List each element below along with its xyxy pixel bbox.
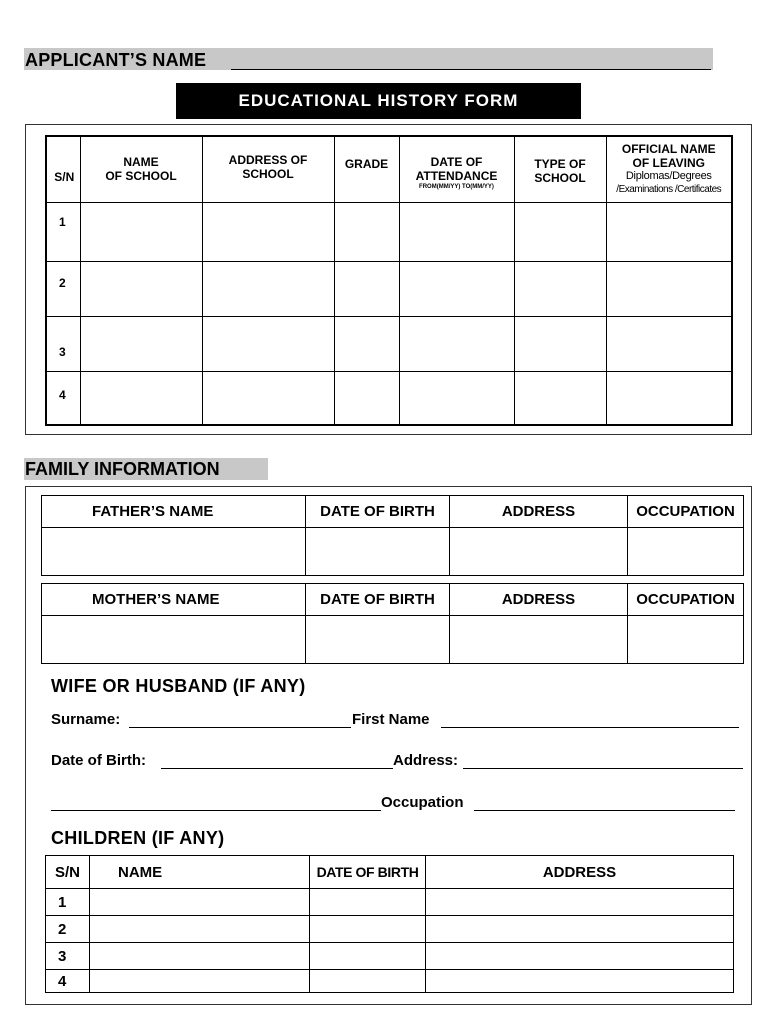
father-header-row [42, 496, 744, 528]
row-number: 3 [46, 943, 90, 970]
header-child-dob: DATE OF BIRTH [310, 856, 426, 889]
header-mother-name: MOTHER’S NAME [42, 584, 306, 616]
header-date-line2: ATTENDANCE [415, 169, 498, 183]
row-number: 1 [46, 889, 90, 916]
cell-school-type[interactable] [514, 371, 606, 425]
education-table [45, 135, 733, 426]
cell-child-name[interactable] [90, 970, 310, 993]
table-row [46, 970, 734, 993]
header-name-line1: NAME [123, 155, 159, 170]
cell-grade[interactable] [334, 261, 399, 316]
cell-school-name[interactable] [80, 261, 202, 316]
spouse-address-label: Address: [393, 752, 459, 769]
header-official-line2: OF LEAVING [632, 156, 705, 171]
cell-child-name[interactable] [90, 889, 310, 916]
header-address-line2: SCHOOL [242, 167, 294, 181]
mother-header-row [42, 584, 744, 616]
father-occupation-input[interactable] [628, 528, 744, 576]
row-number: 4 [46, 371, 80, 425]
cell-attendance[interactable] [399, 261, 514, 316]
applicant-name-label: APPLICANT’S NAME [25, 50, 207, 70]
spouse-occupation-field[interactable] [474, 810, 735, 811]
cell-child-dob[interactable] [310, 889, 426, 916]
cell-official-name[interactable] [606, 202, 732, 261]
first-name-field[interactable] [441, 727, 739, 728]
cell-child-address[interactable] [426, 916, 734, 943]
cell-child-address[interactable] [426, 943, 734, 970]
cell-school-type[interactable] [514, 316, 606, 371]
header-official-line3: Diplomas/Degrees [625, 170, 712, 183]
table-row [46, 371, 732, 425]
children-heading: CHILDREN (IF ANY) [51, 828, 225, 848]
mother-occupation-input[interactable] [628, 616, 744, 664]
header-father-occupation: OCCUPATION [628, 496, 744, 528]
header-type-line2: SCHOOL [534, 171, 586, 185]
header-mother-occupation: OCCUPATION [628, 584, 744, 616]
spouse-address-field[interactable] [463, 768, 743, 769]
table-row [46, 889, 734, 916]
header-mother-address: ADDRESS [450, 584, 628, 616]
header-type-line1: TYPE OF [534, 157, 586, 171]
header-mother-dob: DATE OF BIRTH [306, 584, 450, 616]
header-father-address: ADDRESS [450, 496, 628, 528]
cell-official-name[interactable] [606, 316, 732, 371]
header-name-line2: OF SCHOOL [105, 169, 177, 184]
cell-grade[interactable] [334, 202, 399, 261]
table-row [46, 261, 732, 316]
header-father-name: FATHER’S NAME [42, 496, 306, 528]
cell-grade[interactable] [334, 371, 399, 425]
header-type-of-school [514, 136, 606, 202]
header-child-address: ADDRESS [426, 856, 734, 889]
header-father-dob: DATE OF BIRTH [306, 496, 450, 528]
cell-child-address[interactable] [426, 970, 734, 993]
spouse-dob-field[interactable] [161, 768, 393, 769]
cell-school-type[interactable] [514, 261, 606, 316]
cell-school-name[interactable] [80, 316, 202, 371]
row-number: 2 [46, 261, 80, 316]
form-title: EDUCATIONAL HISTORY FORM [176, 83, 581, 119]
cell-child-address[interactable] [426, 889, 734, 916]
children-table [45, 855, 734, 993]
father-table [41, 495, 744, 576]
cell-school-type[interactable] [514, 202, 606, 261]
education-header-row [46, 136, 732, 202]
cell-child-dob[interactable] [310, 970, 426, 993]
header-grade: GRADE [334, 136, 399, 202]
row-number: 3 [46, 316, 80, 371]
header-name-of-school [80, 136, 202, 202]
cell-school-address[interactable] [202, 261, 334, 316]
mother-name-input[interactable] [42, 616, 306, 664]
father-input-row [42, 528, 744, 576]
cell-school-name[interactable] [80, 202, 202, 261]
table-row [46, 943, 734, 970]
children-header-row [46, 856, 734, 889]
mother-table [41, 583, 744, 664]
mother-input-row [42, 616, 744, 664]
cell-child-dob[interactable] [310, 943, 426, 970]
header-official-line1: OFFICIAL NAME [621, 142, 716, 157]
cell-attendance[interactable] [399, 371, 514, 425]
cell-child-name[interactable] [90, 943, 310, 970]
cell-official-name[interactable] [606, 371, 732, 425]
mother-address-input[interactable] [450, 616, 628, 664]
table-row [46, 316, 732, 371]
header-date-line3: FROM(MM/YY) TO(MM/YY) [419, 184, 494, 190]
row-number: 2 [46, 916, 90, 943]
father-dob-input[interactable] [306, 528, 450, 576]
cell-official-name[interactable] [606, 261, 732, 316]
cell-grade[interactable] [334, 316, 399, 371]
row-number: 1 [46, 202, 80, 261]
family-section-title: FAMILY INFORMATION [25, 459, 220, 479]
father-name-input[interactable] [42, 528, 306, 576]
header-address-line1: ADDRESS OF [228, 153, 308, 167]
spouse-heading: WIFE OR HUSBAND (IF ANY) [51, 676, 306, 696]
table-row [46, 916, 734, 943]
header-child-sn: S/N [46, 856, 90, 889]
header-child-name: NAME [90, 856, 310, 889]
surname-field[interactable] [129, 727, 351, 728]
applicant-name-field[interactable] [231, 69, 711, 70]
header-official-line4: /Examinations /Certificates [616, 184, 722, 196]
mother-dob-input[interactable] [306, 616, 450, 664]
header-official-name [606, 136, 732, 202]
cell-child-dob[interactable] [310, 916, 426, 943]
spouse-dob-label: Date of Birth: [51, 752, 146, 769]
cell-attendance[interactable] [399, 202, 514, 261]
spouse-extra-field[interactable] [51, 810, 381, 811]
header-sn: S/N [46, 136, 80, 202]
surname-label: Surname: [51, 711, 121, 728]
table-row [46, 202, 732, 261]
header-date-of-attendance [399, 136, 514, 202]
cell-school-address[interactable] [202, 316, 334, 371]
cell-attendance[interactable] [399, 316, 514, 371]
header-address-of-school [202, 136, 334, 202]
father-address-input[interactable] [450, 528, 628, 576]
cell-school-name[interactable] [80, 371, 202, 425]
cell-school-address[interactable] [202, 202, 334, 261]
first-name-label: First Name [352, 711, 430, 728]
cell-school-address[interactable] [202, 371, 334, 425]
cell-child-name[interactable] [90, 916, 310, 943]
row-number: 4 [46, 970, 90, 993]
header-date-line1: DATE OF [430, 155, 483, 169]
spouse-occupation-label: Occupation [381, 794, 464, 811]
